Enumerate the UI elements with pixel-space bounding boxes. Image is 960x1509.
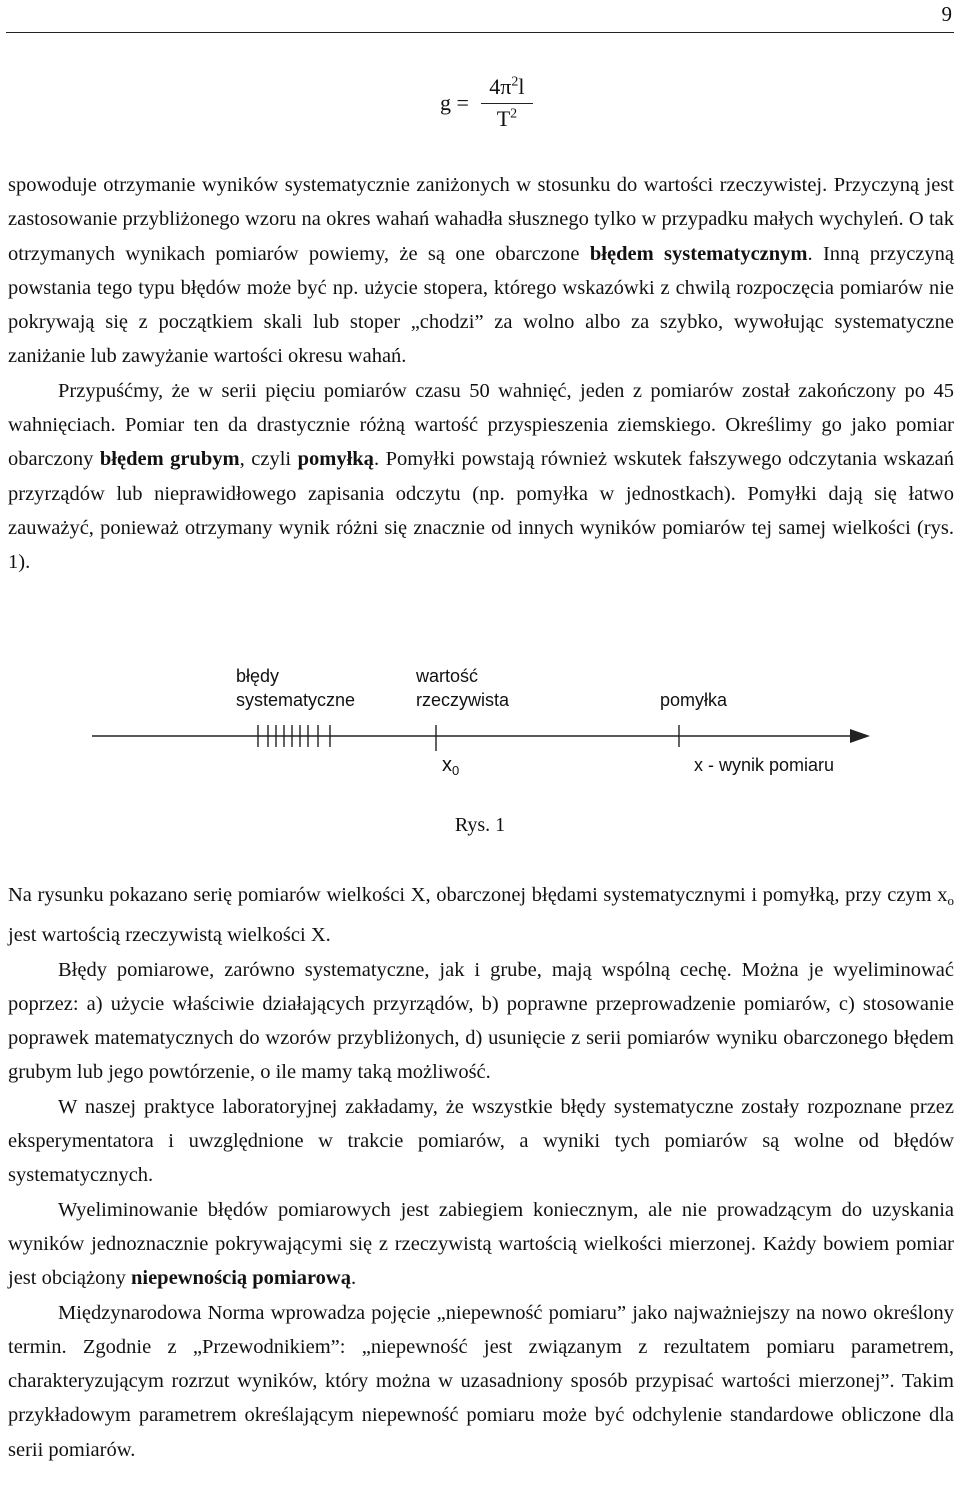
p2-text-e: . Pomyłki powstają również wskutek fałszywego odczytania wskazań przyrządów lub nieprawidłowego zapisania odczytu (np. pomyłka w jednostkach). Pomyłki dają się łatwo zauważyć, ponieważ otrzymany wynik różni się znacznie od innych wyników pomiarów tej samej wielkości (rys. 1). xyxy=(8,448,954,574)
label-mistake: pomyłka xyxy=(660,690,728,710)
formula-numerator xyxy=(483,74,530,103)
term-measurement-uncertainty: niepewnością pomiarową xyxy=(130,1267,351,1290)
formula-lhs: g = xyxy=(440,90,469,115)
p1-text-a: spowoduje otrzymanie wyników systematycznie zaniżonych w stosunku do wartości rzeczywistej. Przyczyną jest zastosowanie przybliżonego wzoru na okres wahań wahadła słusznego tylko w przypadku małych wychyleń. O tak otrzymanych wynikach pomiarów powiemy, że są one obarczone xyxy=(8,174,954,265)
paragraph-figure-description xyxy=(8,878,954,953)
label-x0 xyxy=(442,753,459,783)
term-mistake: pomyłką xyxy=(297,448,374,471)
text-block-2 xyxy=(8,878,954,1467)
label-systematic-line2: systematyczne xyxy=(236,690,356,710)
formula-denominator-base: T xyxy=(496,106,511,131)
label-systematic-line1: błędy xyxy=(236,666,280,686)
header-rule xyxy=(6,32,954,33)
formula-denominator-exp: 2 xyxy=(510,106,518,122)
label-systematic-errors xyxy=(236,664,355,712)
p-fig-text-a: Na rysunku pokazano serię pomiarów wielkości X, obarczonej błędami systematycznymi i pomyłką, przy czym x xyxy=(8,884,948,906)
paragraph-error-elimination: Błędy pomiarowe, zarówno systematyczne, jak i grube, mają wspólną cechę. Można je wyeliminować poprzez: a) użycie właściwie działających przyrządów, b) poprawne przeprowadzenie pomiarów, c) stosowanie poprawek matematycznych do wzorów przybliżonych, d) usunięcie z serii pomiarów wyniku obarczonego błędem grubym lub jego powtórzenie, o ile mamy taką możliwość. xyxy=(8,958,954,1084)
paragraph-uncertainty xyxy=(8,1193,954,1296)
formula-denominator xyxy=(497,104,517,132)
label-true-line2: rzeczywista xyxy=(416,690,510,710)
text-block-1 xyxy=(8,168,954,580)
label-x0-base: x xyxy=(442,754,452,776)
label-true-value xyxy=(416,664,509,712)
p1-text-c: . Inną przyczyną powstania tego typu błędów może być np. użycie stopera, którego wskazówki z chwilą rozpoczęcia pomiarów nie pokrywają się z początkiem skali lub stoper „chodzi” za wolno albo za szybko, wywołując systematyczne zaniżanie lub zawyżanie wartości okresu wahań. xyxy=(8,242,954,368)
axis-arrowhead xyxy=(850,729,870,743)
paragraph-gross-errors xyxy=(8,374,954,580)
term-gross-error: błędem grubym xyxy=(99,448,240,471)
formula xyxy=(440,74,533,132)
formula-numerator-exp: 2 xyxy=(511,74,519,90)
formula-fraction xyxy=(481,74,533,132)
formula-numerator-tail: l xyxy=(518,74,525,99)
term-systematic-error: błędem systematycznym xyxy=(589,242,808,265)
page-number: 9 xyxy=(941,2,952,26)
p4-text-a: Wyeliminowanie błędów pomiarowych jest zabiegiem koniecznym, ale nie prowadzącym do uzyskania wyników jednoznacznie pokrywającymi się z rzeczywistą wartością wielkości mierzonej. Każdy bowiem pomiar jest obciążony xyxy=(8,1198,954,1290)
paragraph-lab-practice: W naszej praktyce laboratoryjnej zakładamy, że wszystkie błędy systematyczne zostały rozpoznane przez eksperymentatora i uwzględnione w trakcie pomiarów, a wyniki tych pomiarów są wolne od błędów systematycznych. xyxy=(8,1095,954,1187)
paragraph-systematic-errors xyxy=(8,168,954,374)
p2-text-a: Przypuśćmy, że w serii pięciu pomiarów czasu 50 wahnięć, jeden z pomiarów został zakończony po 45 wahnięciach. Pomiar ten da drastycznie różną wartość przyspieszenia ziemskiego. Określimy go jako pomiar obarczony xyxy=(8,379,954,471)
p-fig-text-b: jest wartością rzeczywistą wielkości X. xyxy=(8,924,331,947)
p2-text-c: , czyli xyxy=(239,448,298,471)
label-true-line1: wartość xyxy=(416,666,479,686)
p4-text-c: . xyxy=(350,1267,357,1290)
p-fig-sub: o xyxy=(947,893,954,908)
label-axis: x - wynik pomiaru xyxy=(694,755,835,775)
formula-numerator-base: 4π xyxy=(489,74,512,99)
figure-caption: Rys. 1 xyxy=(454,814,506,836)
label-x0-sub: 0 xyxy=(452,763,460,778)
paragraph-standard: Międzynarodowa Norma wprowadza pojęcie „niepewność pomiaru” jako najważniejszy na nowo określony termin. Zgodnie z „Przewodnikiem”: „niepewność jest związanym z rezultatem pomiaru parametrem, charakteryzującym rozrzut wyników, który można w uzasadniony sposób przypisać wartości mierzonej”. Takim przykładowym parametrem określającym niepewność pomiaru może być odchylenie standardowe obliczone dla serii pomiarów. xyxy=(8,1301,954,1461)
